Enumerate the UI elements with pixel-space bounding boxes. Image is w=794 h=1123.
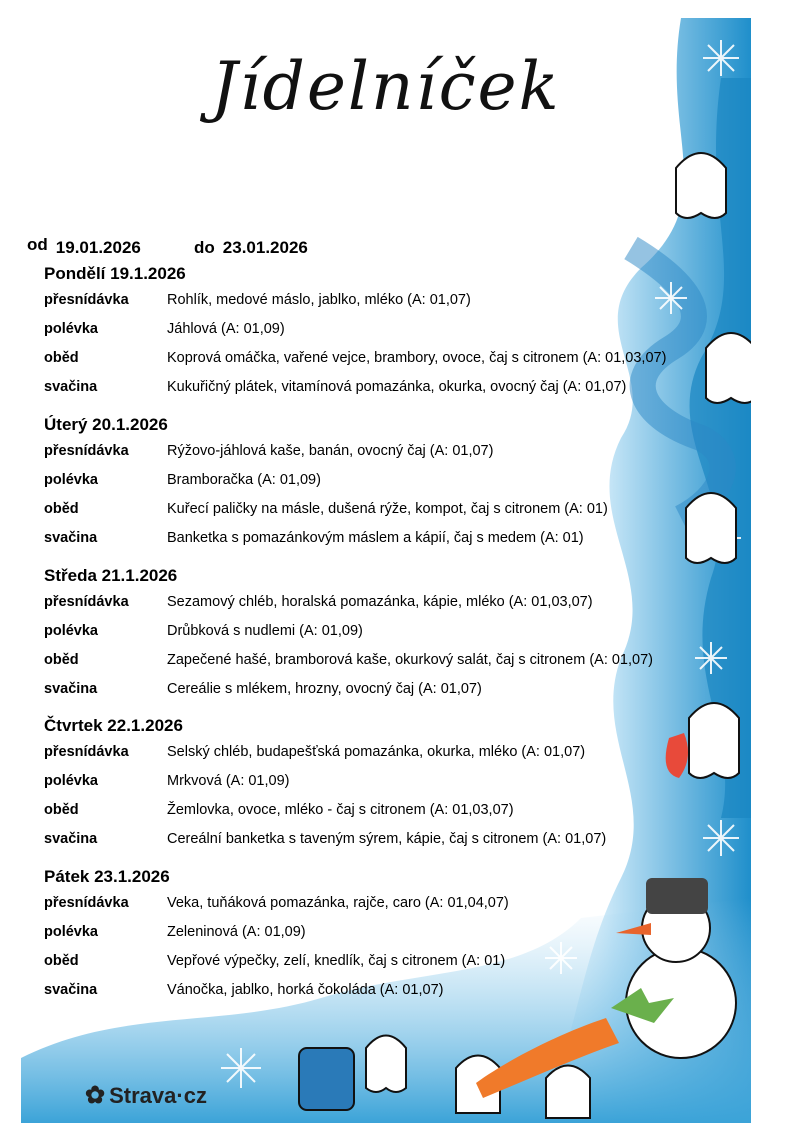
meal-text: Rýžovo-jáhlová kaše, banán, ovocný čaj (A: 01,07) [167,443,494,459]
flower-icon: ✿ [85,1082,106,1109]
page-title: Jídelníček [211,48,561,125]
meal-row [44,826,744,855]
meal-text: Veka, tuňáková pomazánka, rajče, caro (A: 01,04,07) [167,895,509,911]
meal-text: Cereálie s mlékem, hrozny, ovocný čaj (A: 01,07) [167,681,482,697]
menu-page [21,18,751,1123]
meal-type: svačina [44,379,98,395]
day-block [44,864,744,1006]
meal-row [44,618,744,647]
meal-text: Rohlík, medové máslo, jablko, mléko (A: 01,07) [167,292,471,308]
meal-row [44,287,744,316]
meal-type: polévka [44,924,98,940]
meal-type: polévka [44,321,98,337]
day-block [44,412,744,554]
meal-type: oběd [44,652,79,668]
meal-text: Cereální banketka s taveným sýrem, kápie, čaj s citronem (A: 01,07) [167,831,607,847]
meal-type: polévka [44,773,98,789]
meal-type: svačina [44,831,98,847]
logo-text: Strava·cz [109,1083,207,1108]
meal-type: polévka [44,472,98,488]
from-date: 19.01.2026 [55,238,141,257]
day-block [44,713,744,855]
meal-type: přesnídávka [44,895,129,911]
day-title: Úterý 20.1.2026 [44,415,168,434]
meal-type: přesnídávka [44,744,129,760]
meal-type: oběd [44,802,79,818]
meal-row [44,525,744,554]
date-from [27,235,141,258]
day-block [44,261,744,403]
meal-text: Jáhlová (A: 01,09) [167,321,285,337]
meal-text: Žemlovka, ovoce, mléko - čaj s citronem (A: 01,03,07) [167,802,514,818]
meal-row [44,467,744,496]
meal-text: Vánočka, jablko, horká čokoláda (A: 01,07) [167,982,444,998]
meal-type: svačina [44,982,98,998]
date-to [194,238,308,258]
meal-text: Mrkvová (A: 01,09) [167,773,290,789]
to-date: 23.01.2026 [222,238,308,257]
day-title: Středa 21.1.2026 [44,566,178,585]
meal-row [44,496,744,525]
meal-type: oběd [44,953,79,969]
to-label: do [194,238,215,257]
from-label: od [27,235,48,254]
meal-type: polévka [44,623,98,639]
meal-row [44,948,744,977]
meal-type: svačina [44,530,98,546]
day-title: Pátek 23.1.2026 [44,867,170,886]
meal-text: Drůbková s nudlemi (A: 01,09) [167,623,363,639]
meal-row [44,438,744,467]
meal-row [44,890,744,919]
meal-row [44,647,744,676]
meal-text: Vepřové výpečky, zelí, knedlík, čaj s citronem (A: 01) [167,953,506,969]
meal-row [44,316,744,345]
meal-row [44,739,744,768]
strava-logo [85,1081,207,1110]
meal-text: Kuřecí paličky na másle, dušená rýže, kompot, čaj s citronem (A: 01) [167,501,608,517]
meal-type: přesnídávka [44,443,129,459]
meal-row [44,977,744,1006]
meal-type: oběd [44,501,79,517]
meal-text: Kukuřičný plátek, vitamínová pomazánka, okurka, ovocný čaj (A: 01,07) [167,379,627,395]
meal-row [44,797,744,826]
meal-text: Banketka s pomazánkovým máslem a kápií, čaj s medem (A: 01) [167,530,584,546]
meal-type: oběd [44,350,79,366]
meal-row [44,919,744,948]
meal-text: Zeleninová (A: 01,09) [167,924,306,940]
meal-row [44,768,744,797]
meal-row [44,676,744,705]
meal-type: přesnídávka [44,292,129,308]
meal-type: svačina [44,681,98,697]
meal-text: Bramboračka (A: 01,09) [167,472,321,488]
day-title: Pondělí 19.1.2026 [44,264,186,283]
meal-type: přesnídávka [44,594,129,610]
meal-text: Selský chléb, budapešťská pomazánka, okurka, mléko (A: 01,07) [167,744,586,760]
meal-text: Sezamový chléb, horalská pomazánka, kápie, mléko (A: 01,03,07) [167,594,593,610]
day-title: Čtvrtek 22.1.2026 [44,716,183,735]
day-block [44,563,744,705]
meal-row [44,374,744,403]
meal-row [44,589,744,618]
meal-text: Koprová omáčka, vařené vejce, brambory, ovoce, čaj s citronem (A: 01,03,07) [167,350,667,366]
meal-text: Zapečené hašé, bramborová kaše, okurkový salát, čaj s citronem (A: 01,07) [167,652,653,668]
meal-row [44,345,744,374]
